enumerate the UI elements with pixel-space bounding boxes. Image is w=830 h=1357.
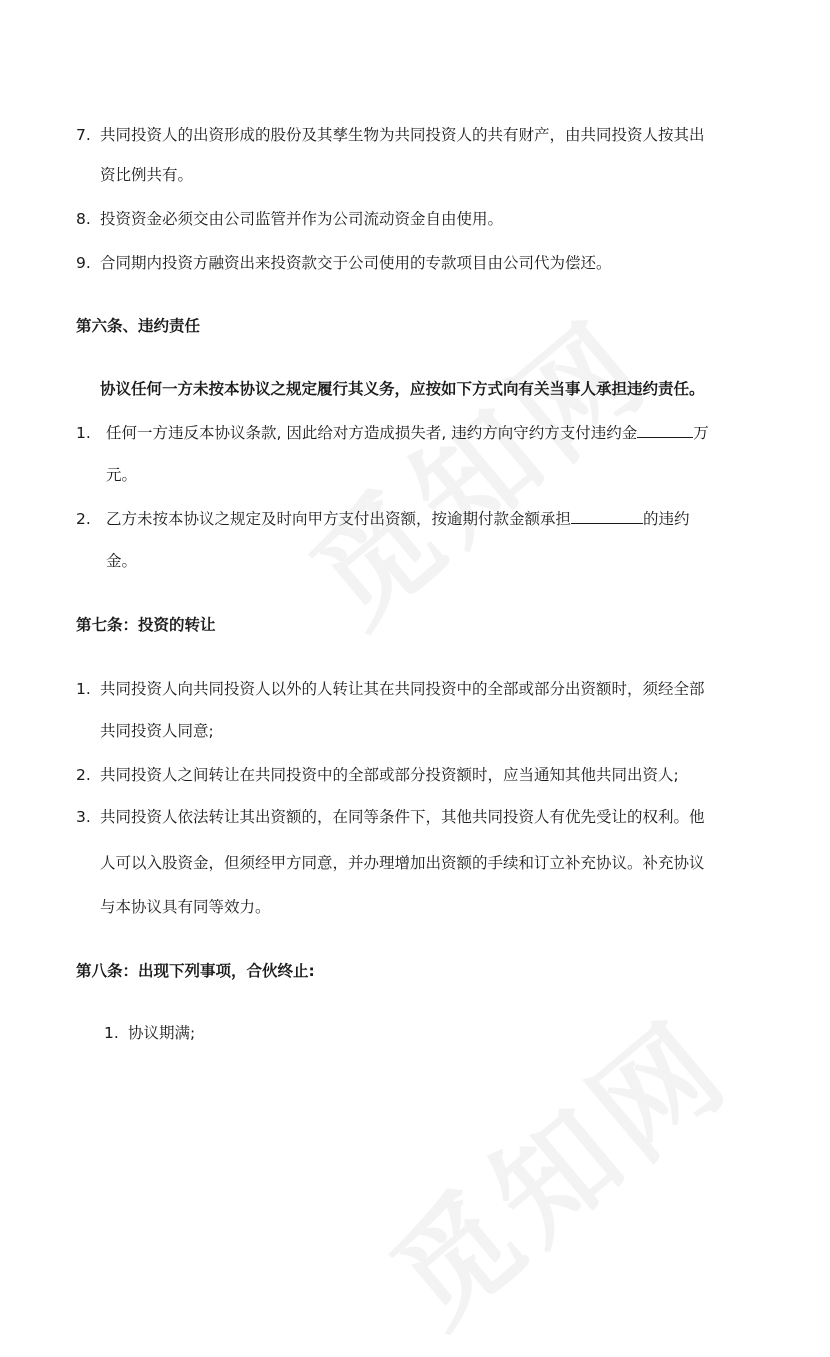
list-number: 2. bbox=[76, 510, 91, 528]
list-number: 3. bbox=[76, 808, 91, 826]
list-text: 共同投资人之间转让在共同投资中的全部或部分投资额时，应当通知其他共同出资人; bbox=[100, 766, 679, 784]
list-text: 乙方未按本协议之规定及时向甲方支付出资额，按逾期付款金额承担 bbox=[106, 510, 572, 528]
list-number: 1. bbox=[76, 680, 91, 698]
list-text: 共同投资人依法转让其出资额的，在同等条件下，其他共同投资人有优先受让的权利。他 bbox=[100, 808, 705, 826]
list-text: 协议期满; bbox=[128, 1024, 196, 1042]
list-number: 1. bbox=[104, 1024, 119, 1042]
penalty-item-2-cont: 金。 bbox=[106, 552, 138, 570]
watermark bbox=[270, 275, 679, 657]
list-item-9 bbox=[76, 252, 612, 274]
list-item-7 bbox=[76, 124, 705, 146]
penalty-item-2 bbox=[76, 508, 690, 530]
transfer-item-3-cont: 人可以入股资金，但须经甲方同意，并办理增加出资额的手续和订立补充协议。补充协议 bbox=[100, 854, 705, 872]
transfer-item-2 bbox=[76, 764, 679, 786]
watermark-bottom bbox=[350, 975, 759, 1357]
list-text: 任何一方违反本协议条款, 因此给对方造成损失者, 违约方向守约方支付违约金 bbox=[106, 424, 638, 442]
transfer-item-1-cont: 共同投资人同意; bbox=[100, 722, 214, 740]
transfer-item-1 bbox=[76, 678, 705, 700]
list-number: 2. bbox=[76, 766, 91, 784]
section-heading-7: 第七条：投资的转让 bbox=[76, 616, 216, 634]
section-intro: 协议任何一方未按本协议之规定履行其义务，应按如下方式向有关当事人承担违约责任。 bbox=[100, 380, 705, 398]
transfer-item-3-cont2: 与本协议具有同等效力。 bbox=[100, 898, 271, 916]
list-number: 9. bbox=[76, 254, 91, 272]
list-number: 8. bbox=[76, 210, 91, 228]
penalty-item-1-cont: 元。 bbox=[106, 466, 138, 484]
list-text-tail: 的违约 bbox=[643, 510, 690, 528]
list-text-unit: 万 bbox=[693, 424, 709, 442]
penalty-item-1 bbox=[76, 422, 709, 444]
list-text: 共同投资人向共同投资人以外的人转让其在共同投资中的全部或部分出资额时，须经全部 bbox=[100, 680, 705, 698]
list-text: 合同期内投资方融资出来投资款交于公司使用的专款项目由公司代为偿还。 bbox=[100, 254, 612, 272]
blank-amount bbox=[637, 423, 693, 438]
list-number: 7. bbox=[76, 126, 91, 144]
list-text: 投资资金必须交由公司监管并作为公司流动资金自由使用。 bbox=[100, 210, 504, 228]
list-number: 1. bbox=[76, 424, 91, 442]
termination-item-1 bbox=[104, 1022, 195, 1044]
transfer-item-3 bbox=[76, 806, 705, 828]
section-heading-8: 第八条：出现下列事项，合伙终止: bbox=[76, 962, 315, 980]
section-heading-6: 第六条、违约责任 bbox=[76, 317, 201, 335]
blank-amount bbox=[571, 509, 643, 524]
list-text: 共同投资人的出资形成的股份及其孳生物为共同投资人的共有财产，由共同投资人按其出 bbox=[100, 126, 705, 144]
list-item-7-cont: 资比例共有。 bbox=[100, 166, 194, 184]
list-item-8 bbox=[76, 208, 503, 230]
